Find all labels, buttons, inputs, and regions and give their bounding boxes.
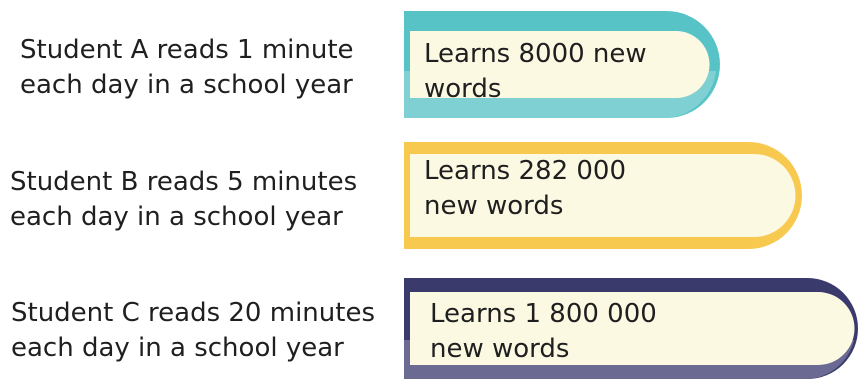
student-c-label <box>11 296 375 366</box>
student-a-result-bar <box>404 11 720 118</box>
student-b-result-line2: new words <box>424 191 564 221</box>
student-b-result-bar <box>404 142 802 249</box>
student-a-label-line1: Student A reads 1 minute <box>20 35 354 65</box>
student-a-result-line2: words <box>424 74 502 104</box>
student-a-result-text <box>424 37 647 107</box>
student-b-result-text <box>424 154 626 224</box>
student-c-result-line1: Learns 1 800 000 <box>430 299 657 329</box>
student-b-label-line2: each day in a school year <box>10 202 343 232</box>
student-b-result-line1: Learns 282 000 <box>424 156 626 186</box>
student-c-result-bar <box>404 278 858 379</box>
student-b-label <box>10 165 357 235</box>
student-a-label-line2: each day in a school year <box>20 70 353 100</box>
student-c-result-text <box>430 297 657 367</box>
student-a-label <box>20 33 354 103</box>
student-c-label-line1: Student C reads 20 minutes <box>11 298 375 328</box>
student-c-result-line2: new words <box>430 334 570 364</box>
student-a-result-line1: Learns 8000 new <box>424 39 647 69</box>
student-b-label-line1: Student B reads 5 minutes <box>10 167 358 197</box>
student-c-label-line2: each day in a school year <box>11 333 344 363</box>
